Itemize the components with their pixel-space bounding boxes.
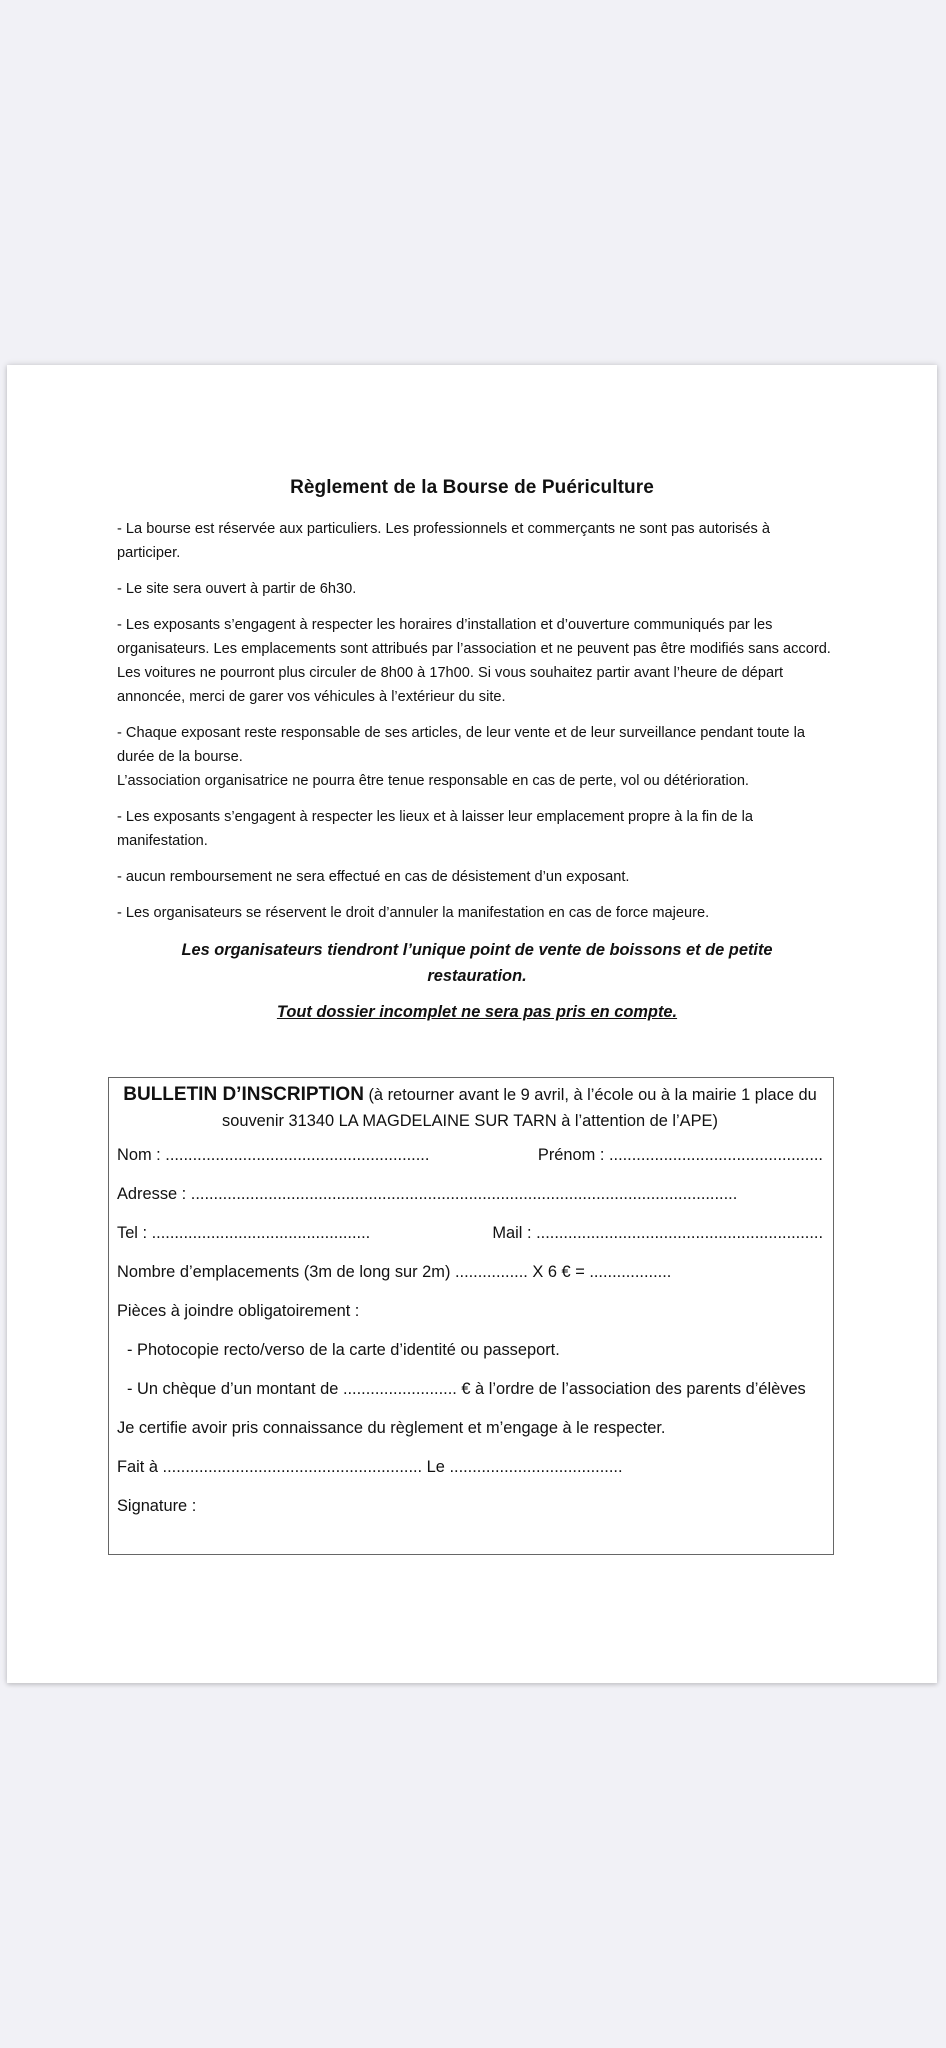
incomplete-notice-text: Tout dossier incomplet ne sera pas pris en compte. [276,1003,678,1021]
incomplete-notice [137,999,817,1025]
document-page [7,365,937,1683]
rule-item: - Les exposants s’engagent à respecter les lieux et à laisser leur emplacement propre à la fin de la manifestation. [117,809,753,849]
pieces-label: Pièces à joindre obligatoirement : [117,1302,360,1320]
rule-item: - Les organisateurs se réservent le droit d’annuler la manifestation en cas de force majeure. [117,905,710,921]
form-header [117,1082,823,1134]
nom-field[interactable]: Nom : .......................................................... [117,1146,430,1164]
contact-row [117,1220,823,1246]
signature-field[interactable]: Signature : [117,1497,197,1515]
refreshments-notice: Les organisateurs tiendront l’unique point de vente de boissons et de petite restauration. [181,941,773,985]
rule-item: - aucun remboursement ne sera effectué en cas de désistement d’un exposant. [117,869,630,885]
rules-section [117,517,837,1035]
rule-item: - Les exposants s’engagent à respecter les horaires d’installation et d’ouverture communiqués par les organisateurs. Les emplacements sont attribués par l’association et ne peuvent pas être modifiés sans accord. Les voitures ne pourront plus circuler de 8h00 à 17h00. Si vous souhaitez partir avant l’heure de départ annoncée, merci de garer vos véhicules à l’extérieur du site. [117,617,831,705]
prenom-field[interactable]: Prénom : ............................................... [537,1146,823,1164]
tel-field[interactable]: Tel : ................................................ [117,1224,371,1242]
piece-item-id: - Photocopie recto/verso de la carte d’identité ou passeport. [127,1341,560,1359]
certify-statement: Je certifie avoir pris connaissance du règlement et m’engage à le respecter. [117,1419,666,1437]
rule-item: - La bourse est réservée aux particuliers. Les professionnels et commerçants ne sont pas autorisés à participer. [117,521,770,561]
rule-item: L’association organisatrice ne pourra être tenue responsable en cas de perte, vol ou détérioration. [117,773,749,789]
rule-item: - Chaque exposant reste responsable de ses articles, de leur vente et de leur surveillance pendant toute la durée de la bourse. [117,725,805,765]
adresse-field[interactable]: Adresse : ........................................................................................................................ [117,1185,738,1203]
piece-item-cheque[interactable]: - Un chèque d’un montant de ......................... € à l’ordre de l’association des parents d’élèves [127,1380,806,1398]
emplacements-field[interactable]: Nombre d’emplacements (3m de long sur 2m) ................ X 6 € = .................. [117,1263,672,1281]
form-heading-note: (à retourner avant le 9 avril, à l’école ou à la mairie 1 place du souvenir 31340 LA MAGDELAINE SUR TARN à l’attention de l’APE) [222,1086,817,1130]
mail-field[interactable]: Mail : ............................................................... [492,1224,823,1242]
fait-le-field[interactable]: Fait à ......................................................... Le ...................................... [117,1458,623,1476]
form-heading: BULLETIN D’INSCRIPTION [123,1084,364,1105]
rule-item: - Le site sera ouvert à partir de 6h30. [117,581,357,597]
name-row [117,1142,823,1168]
document-title: Règlement de la Bourse de Puériculture [290,477,654,498]
registration-form [108,1077,834,1555]
